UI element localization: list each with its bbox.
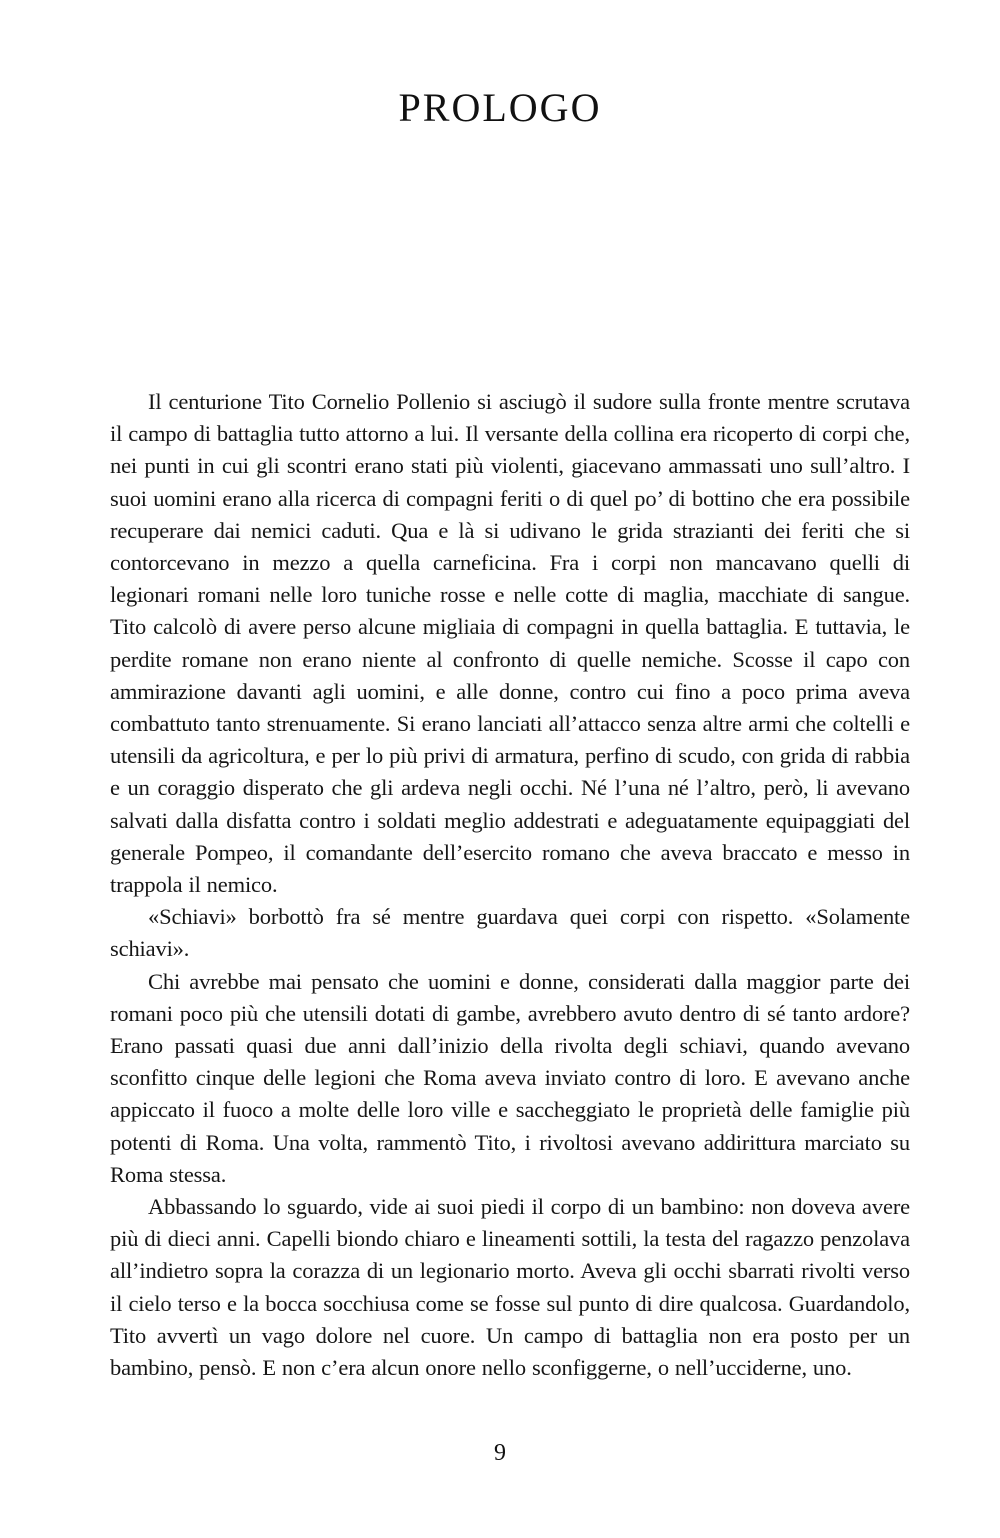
chapter-title: PROLOGO <box>398 85 602 130</box>
paragraph: «Schiavi» borbottò fra sé mentre guardava quei corpi con rispetto. «Solamente schiavi». <box>110 904 910 962</box>
paragraph: Il centurione Tito Cornelio Pollenio si asciugò il sudore sulla fronte mentre scrutava il campo di battaglia tutto attorno a lui. Il versante della collina era ricoperto di corpi che, nei punti in cui gli scontri erano stati più violenti, giacevano ammassati uno sull’altro. I suoi uomini erano alla ricerca di compagni feriti o di quel po’ di bottino che era possibile recuperare dai nemici caduti. Qua e là si udivano le grida strazianti dei feriti che si contorcevano in mezzo a quella carneficina. Fra i corpi non mancavano quelli di legionari romani nelle loro tuniche rosse e nelle cotte di maglia, macchiate di sangue. Tito calcolò di avere perso alcune migliaia di compagni in quella battaglia. E tuttavia, le perdite romane non erano niente al confronto di quelle nemiche. Scosse il capo con ammirazione davanti agli uomini, e alle donne, contro cui fino a poco prima aveva combattuto tanto strenuamente. Si erano lanciati all’attacco senza altre armi che coltelli e utensili da agricoltura, e per lo più privi di armatura, perfino di scudo, con grida di rabbia e un coraggio disperato che gli ardeva negli occhi. Né l’una né l’altro, però, li avevano salvati dalla disfatta contro i soldati meglio addestrati e adeguatamente equipaggiati del generale Pompeo, il comandante dell’esercito romano che aveva braccato e messo in trappola il nemico. <box>110 389 910 898</box>
paragraph: Chi avrebbe mai pensato che uomini e donne, considerati dalla maggior parte dei romani poco più che utensili dotati di gambe, avrebbero avuto dentro di sé tanto ardore? Erano passati quasi due anni dall’inizio della rivolta degli schiavi, quando avevano sconfitto cinque delle legioni che Roma aveva inviato contro di loro. E avevano anche appiccato il fuoco a molte delle loro ville e saccheggiato le proprietà delle famiglie più potenti di Roma. Una volta, rammentò Tito, i rivoltosi avevano addirittura marciato su Roma stessa. <box>110 968 910 1187</box>
body-text <box>110 386 910 1384</box>
page-number: 9 <box>494 1440 506 1466</box>
paragraph: Abbassando lo sguardo, vide ai suoi piedi il corpo di un bambino: non doveva avere più di dieci anni. Capelli biondo chiaro e lineamenti sottili, la testa del ragazzo penzolava all’indietro sopra la corazza di un legionario morto. Aveva gli occhi sbarrati rivolti verso il cielo terso e la bocca socchiusa come se fosse sul punto di dire qualcosa. Guardandolo, Tito avvertì un vago dolore nel cuore. Un campo di battaglia non era posto per un bambino, pensò. E non c’era alcun onore nello sconfiggerne, o nell’ucciderne, uno. <box>110 1194 910 1381</box>
